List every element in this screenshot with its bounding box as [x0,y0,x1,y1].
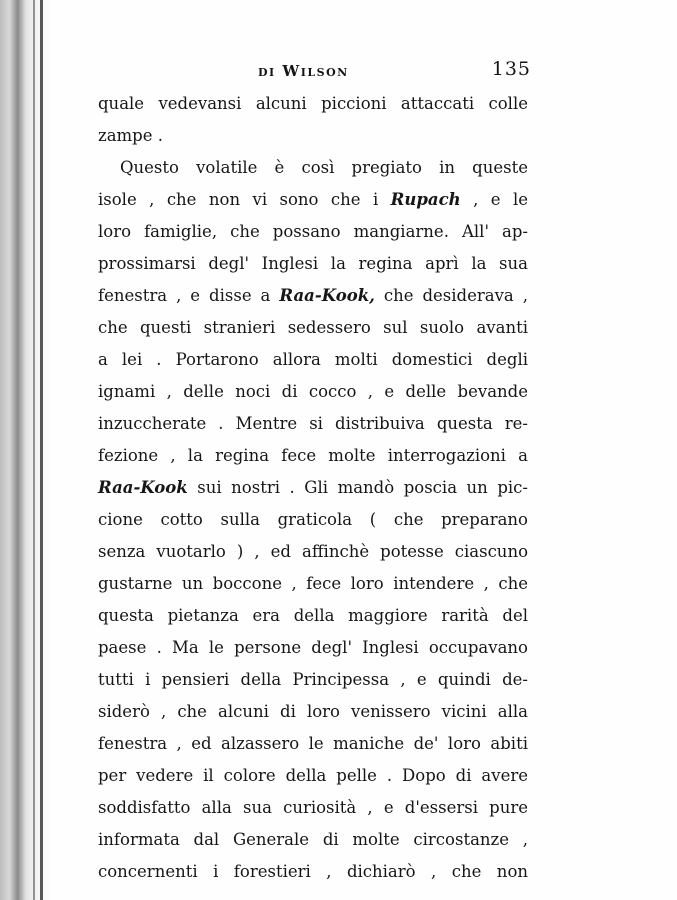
italic-name: Rupach [390,190,461,209]
text-line [98,184,528,216]
text-line-segment: isole , che non vi sono che i [98,190,391,209]
text-line [98,568,528,600]
text-line [98,504,528,536]
text-line [98,792,528,824]
italic-name: Raa-Kook, [279,286,375,305]
text-line-segment: ignami , delle noci di cocco , e delle bevande [98,382,528,401]
page-number: 135 [491,58,531,80]
text-line [98,824,528,856]
text-line [98,376,528,408]
text-line-segment: inzuccherate . Mentre si distribuiva questa re- [98,414,528,433]
text-line [98,120,528,152]
text-line-segment: cione cotto sulla graticola ( che preparano [98,510,528,529]
text-line-segment: questa pietanza era della maggiore rarità del [98,606,528,625]
book-binding-edge [0,0,52,900]
text-line-segment: paese . Ma le persone degl' Inglesi occupavano [98,638,528,657]
text-line-segment: Questo volatile è così pregiato in queste [120,158,528,177]
text-line [98,88,528,120]
text-line [98,216,528,248]
text-line-segment: gustarne un boccone , fece loro intendere , che [98,574,528,593]
text-line [98,536,528,568]
text-line-segment: soddisfatto alla sua curiosità , e d'essersi pure [98,798,528,817]
text-line [98,408,528,440]
text-line [98,312,528,344]
text-line-segment: loro famiglie, che possano mangiarne. All' ap- [98,222,528,241]
text-line [98,696,528,728]
text-line [98,344,528,376]
text-line-segment: fenestra , ed alzassero le maniche de' loro abiti [98,734,528,753]
text-line [98,472,528,504]
binding-shadow-line [33,0,35,900]
text-line-segment: tutti i pensieri della Principessa , e quindi de- [98,670,528,689]
text-line-segment: senza vuotarlo ) , ed affinchè potesse ciascuno [98,542,528,561]
text-line-segment: zampe . [98,126,163,145]
text-line [98,280,528,312]
text-line-segment: sui nostri . Gli mandò poscia un pic- [187,478,528,497]
text-line [98,664,528,696]
text-line-segment: per vedere il colore della pelle . Dopo di avere [98,766,528,785]
text-line-segment: che desiderava , [374,286,528,305]
text-line [98,440,528,472]
text-line-segment: quale vedevansi alcuni piccioni attaccati colle [98,94,528,113]
text-line [98,728,528,760]
text-line-segment: concernenti i forestieri , dichiarò , che non [98,862,528,881]
text-line [98,632,528,664]
text-line-segment: prossimarsi degl' Inglesi la regina aprì la sua [98,254,528,273]
italic-name: Raa-Kook [98,478,188,497]
text-line [98,600,528,632]
body-text-block [98,88,528,888]
text-line-segment: informata dal Generale di molte circostanze , [98,830,528,849]
text-line-segment: fenestra , e disse a [98,286,280,305]
text-line [98,856,528,888]
text-line-segment: fezione , la regina fece molte interrogazioni a [98,446,528,465]
binding-gutter-line [40,0,43,900]
text-line [98,248,528,280]
text-line [98,152,528,184]
text-line-segment: , e le [460,190,528,209]
text-line-segment: che questi stranieri sedessero sul suolo avanti [98,318,528,337]
running-title: di Wilson [258,62,349,80]
text-line [98,760,528,792]
text-line-segment: a lei . Portarono allora molti domestici degli [98,350,528,369]
page-header [98,58,543,86]
text-line-segment: siderò , che alcuni di loro venissero vicini alla [98,702,528,721]
